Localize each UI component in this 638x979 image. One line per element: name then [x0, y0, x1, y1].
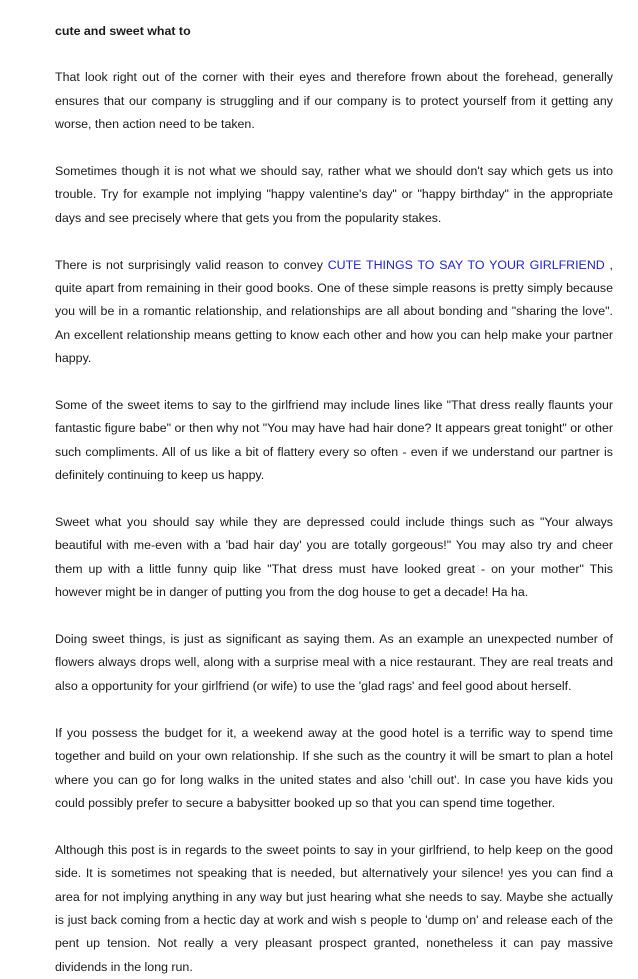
paragraph-3-lead: There is not surprisingly valid reason to convey	[55, 257, 328, 272]
girlfriend-link[interactable]: CUTE THINGS TO SAY TO YOUR GIRLFRIEND	[327, 257, 605, 272]
paragraph-4: Some of the sweet items to say to the girlfriend may include lines like "That dress really flaunts your fantastic figure babe" or then why not "You may have had hair done? It appears great tonight" or other such compliments. All of us like a bit of flattery every so often - even if we understand our partner is definitely continuing to keep us happy.	[55, 398, 613, 483]
paragraph-6: Doing sweet things, is just as significant as saying them. As an example an unexpected number of flowers always drops well, along with a surprise meal with a nice restaurant. They are real treats and also a opportunity for your girlfriend (or wife) to use the 'glad rags' and feel good about herself.	[55, 632, 613, 693]
paragraph-1: That look right out of the corner with their eyes and therefore frown about the forehead, generally ensures that our company is struggling and if our company is to protect yourself from it getting any worse, then action need to be taken.	[55, 70, 613, 132]
paragraph-5: Sweet what you should say while they are depressed could include things such as "Your always beautiful with me-even with a 'bad hair day' you are totally gorgeous!" You may also try and cheer them up with a little funny quip like "That dress must have looked great - on your mother" This however might be in danger of putting you from the dog house to get a decade! Ha ha.	[55, 515, 613, 600]
paragraph-2: Sometimes though it is not what we should say, rather what we should don't say which gets us into trouble. Try for example not implying "happy valentine's day" or "happy birthday" in the appropriate days and see precisely where that gets you from the popularity stakes.	[55, 164, 613, 225]
paragraph-3	[55, 254, 613, 371]
document-page	[55, 20, 613, 979]
paragraph-3-rest: , quite apart from remaining in their good books. One of these simple reasons is pretty simply because you will be in a romantic relationship, and relationships are all about bonding and "sharing the love". An excellent relationship means getting to know each other and how you can help make your partner happy.	[55, 257, 613, 366]
paragraph-7: If you possess the budget for it, a weekend away at the good hotel is a terrific way to spend time together and build on your own relationship. If she such as the country it will be smart to plan a hotel where you can go for long walks in the united states and also 'chill out'. In case you have kids you could possibly prefer to secure a babysitter booked up so that you can spend time together.	[55, 725, 613, 810]
paragraph-8: Although this post is in regards to the sweet points to say in your girlfriend, to help keep on the good side. It is sometimes not speaking that is needed, but alternatively your silence! yes you can find a area for not implying anything in any way but just hearing what she needs to say. Maybe she actually is just back coming from a hectic day at work and wish s people to 'dump on' and release each of the pent up tension. Not really a very pleasant prospect granted, nonetheless it can pay massive dividends in the long run.	[55, 842, 613, 974]
document-title: cute and sweet what to	[55, 24, 191, 38]
